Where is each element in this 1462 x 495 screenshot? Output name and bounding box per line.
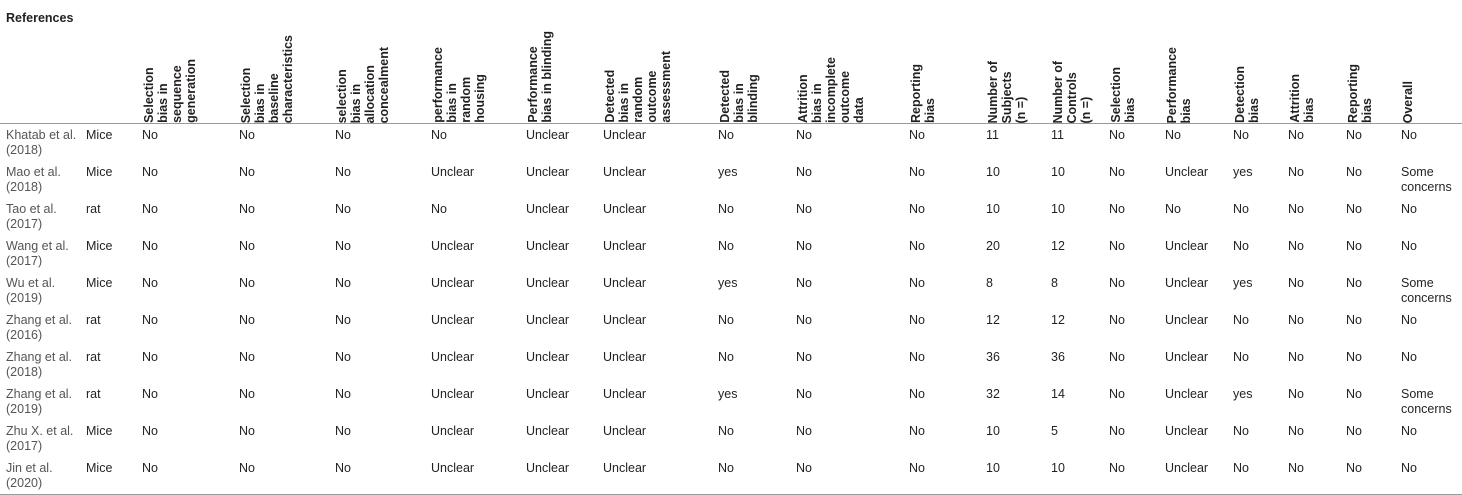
table-cell: yes <box>1233 165 1253 179</box>
header-references: References <box>0 0 86 124</box>
table-cell: No <box>239 457 335 495</box>
species-cell: Mice <box>86 424 113 438</box>
header-col-14: Detection bias <box>1233 0 1288 124</box>
table-cell: No <box>1109 165 1125 179</box>
table-row <box>0 346 1462 383</box>
reference-cell: Jin et al. (2020) <box>0 457 86 495</box>
reference-cell: Zhang et al. (2018) <box>6 350 73 379</box>
table-cell: Unclear <box>1165 457 1233 495</box>
table-cell: Unclear <box>526 387 570 401</box>
table-cell: Unclear <box>526 424 570 438</box>
table-cell: No <box>1109 457 1165 495</box>
table-cell: No <box>239 387 255 401</box>
table-cell: No <box>909 202 925 216</box>
table-cell: No <box>142 128 158 142</box>
table-cell: No <box>335 239 351 253</box>
table-cell: Unclear <box>1165 424 1209 438</box>
table-cell: No <box>909 457 986 495</box>
table-cell: No <box>1233 202 1249 216</box>
table-cell: yes <box>718 165 738 179</box>
table-cell: No <box>335 128 351 142</box>
table-cell: No <box>796 424 812 438</box>
table-cell: Unclear <box>526 350 570 364</box>
table-cell: 20 <box>986 239 1000 253</box>
table-cell: No <box>1346 128 1362 142</box>
table-cell: No <box>335 202 351 216</box>
table-cell: Unclear <box>431 165 475 179</box>
header-col-7: Detected bias in blinding <box>718 0 796 124</box>
table-cell: 10 <box>986 202 1000 216</box>
table-cell: Some concerns <box>1401 387 1452 416</box>
table-cell: No <box>239 276 255 290</box>
table-cell: No <box>796 350 812 364</box>
table-cell: No <box>1346 165 1362 179</box>
table-cell: Unclear <box>603 202 647 216</box>
table-cell: 10 <box>986 424 1000 438</box>
table-row <box>0 161 1462 198</box>
table-cell: No <box>1288 387 1304 401</box>
table-cell: No <box>1233 424 1249 438</box>
table-cell: No <box>1346 239 1362 253</box>
table-cell: No <box>796 165 812 179</box>
table-cell: No <box>1233 128 1249 142</box>
table-cell: No <box>335 424 351 438</box>
table-row <box>0 309 1462 346</box>
table-cell: No <box>1288 165 1304 179</box>
table-cell: 8 <box>1051 276 1058 290</box>
table-cell: Unclear <box>603 239 647 253</box>
table-cell: Unclear <box>1165 165 1209 179</box>
reference-cell: Zhang et al. (2016) <box>6 313 73 342</box>
table-cell: No <box>1346 313 1362 327</box>
table-cell: No <box>335 387 351 401</box>
reference-cell: Wu et al. (2019) <box>6 276 56 305</box>
table-cell: No <box>239 165 255 179</box>
table-cell: No <box>1233 313 1249 327</box>
table-row <box>0 420 1462 457</box>
table-cell: No <box>1109 313 1125 327</box>
header-col-4: performance bias in random housing <box>431 0 526 124</box>
table-cell: No <box>718 313 734 327</box>
table-cell: No <box>1401 202 1417 216</box>
species-cell: Mice <box>86 457 142 495</box>
header-col-3: selection bias in allocation concealment <box>335 0 431 124</box>
table-cell: 8 <box>986 276 993 290</box>
table-cell: No <box>239 128 255 142</box>
table-cell: Unclear <box>431 424 475 438</box>
species-cell: rat <box>86 387 101 401</box>
table-cell: yes <box>718 276 738 290</box>
reference-cell: Khatab et al. (2018) <box>6 128 77 157</box>
table-cell: No <box>335 165 351 179</box>
table-cell: No <box>718 424 734 438</box>
table-cell: Unclear <box>526 165 570 179</box>
table-cell: No <box>1346 424 1362 438</box>
table-cell: No <box>142 165 158 179</box>
reference-cell: Zhang et al. (2019) <box>6 387 73 416</box>
table-cell: 10 <box>986 457 1051 495</box>
table-cell: No <box>909 313 925 327</box>
table-cell: No <box>1346 202 1362 216</box>
header-col-1: Selection bias in sequence generation <box>142 0 239 124</box>
table-cell: 32 <box>986 387 1000 401</box>
table-row <box>0 124 1462 162</box>
table-cell: No <box>796 202 812 216</box>
table-cell: No <box>909 424 925 438</box>
reference-cell: Tao et al. (2017) <box>6 202 57 231</box>
table-cell: No <box>1346 457 1401 495</box>
header-col-15: Attrition bias <box>1288 0 1346 124</box>
header-species <box>86 0 142 124</box>
header-col-6: Detected bias in random outcome assessment <box>603 0 718 124</box>
table-cell: No <box>1109 202 1125 216</box>
table-cell: Unclear <box>431 276 475 290</box>
table-cell: 10 <box>986 165 1000 179</box>
table-cell: No <box>1401 128 1417 142</box>
table-cell: No <box>1288 239 1304 253</box>
table-cell: No <box>796 276 812 290</box>
table-cell: No <box>796 457 909 495</box>
table-cell: 14 <box>1051 387 1065 401</box>
table-cell: No <box>1165 128 1181 142</box>
table-row <box>0 272 1462 309</box>
table-cell: Some concerns <box>1401 165 1452 194</box>
table-cell: Unclear <box>526 457 603 495</box>
table-cell: No <box>335 313 351 327</box>
table-cell: yes <box>1233 276 1253 290</box>
table-cell: No <box>142 239 158 253</box>
table-cell: Unclear <box>1165 387 1209 401</box>
reference-cell: Wang et al. (2017) <box>6 239 69 268</box>
table-cell: No <box>718 202 734 216</box>
table-cell: No <box>718 457 796 495</box>
table-cell: 11 <box>986 128 999 142</box>
table-cell: 36 <box>986 350 1000 364</box>
table-cell: No <box>796 313 812 327</box>
table-cell: No <box>1346 350 1362 364</box>
species-cell: rat <box>86 202 101 216</box>
species-cell: Mice <box>86 165 113 179</box>
table-cell: Unclear <box>603 350 647 364</box>
table-cell: No <box>718 239 734 253</box>
table-cell: 11 <box>1051 128 1064 142</box>
header-col-11: Number of Controls (n =) <box>1051 0 1109 124</box>
header-col-8: Attrition bias in incomplete outcome data <box>796 0 909 124</box>
table-row <box>0 198 1462 235</box>
table-cell: No <box>1401 313 1417 327</box>
table-row <box>0 457 1462 495</box>
table-cell: No <box>335 457 431 495</box>
table-cell: Unclear <box>526 313 570 327</box>
table-cell: No <box>335 276 351 290</box>
table-cell: No <box>1346 276 1362 290</box>
table-cell: No <box>431 202 447 216</box>
table-cell: No <box>1346 387 1362 401</box>
header-col-2: Selection bias in baseline characteristics <box>239 0 335 124</box>
table-cell: Unclear <box>603 387 647 401</box>
table-cell: No <box>909 276 925 290</box>
table-cell: No <box>909 350 925 364</box>
table-cell: 10 <box>1051 202 1065 216</box>
table-cell: No <box>335 350 351 364</box>
table-cell: No <box>796 239 812 253</box>
table-cell: No <box>909 239 925 253</box>
table-cell: No <box>142 350 158 364</box>
table-cell: 12 <box>986 313 1000 327</box>
table-cell: No <box>142 387 158 401</box>
table-cell: No <box>1288 276 1304 290</box>
table-cell: 12 <box>1051 313 1065 327</box>
table-cell: No <box>142 202 158 216</box>
table-cell: No <box>718 350 734 364</box>
table-cell: Unclear <box>1165 239 1209 253</box>
table-cell: Unclear <box>1165 350 1209 364</box>
table-cell: Unclear <box>603 165 647 179</box>
table-cell: No <box>1109 276 1125 290</box>
header-col-13: Performance bias <box>1165 0 1233 124</box>
table-cell: No <box>239 239 255 253</box>
table-cell: Unclear <box>431 387 475 401</box>
table-cell: Unclear <box>431 457 526 495</box>
species-cell: Mice <box>86 128 113 142</box>
table-cell: No <box>239 424 255 438</box>
table-cell: No <box>1109 128 1125 142</box>
table-cell: Unclear <box>526 202 570 216</box>
table-cell: Unclear <box>526 128 570 142</box>
table-cell: No <box>1401 424 1417 438</box>
table-cell: No <box>1233 350 1249 364</box>
table-cell: Unclear <box>431 350 475 364</box>
table-cell: No <box>1288 424 1304 438</box>
table-cell: No <box>1109 424 1125 438</box>
header-col-17: Overall <box>1401 0 1462 124</box>
header-col-5: Performance bias in blinding <box>526 0 603 124</box>
header-col-10: Number of Subjects (n =) <box>986 0 1051 124</box>
header-col-12: Selection bias <box>1109 0 1165 124</box>
table-cell: Unclear <box>603 128 647 142</box>
table-cell: No <box>239 202 255 216</box>
table-cell: No <box>796 128 812 142</box>
table-row <box>0 235 1462 272</box>
table-cell: No <box>142 276 158 290</box>
table-cell: No <box>1401 457 1462 495</box>
table-cell: Unclear <box>1165 276 1209 290</box>
table-cell: No <box>1401 350 1417 364</box>
header-row <box>0 0 1462 124</box>
table-cell: No <box>1233 457 1288 495</box>
table-cell: 36 <box>1051 350 1065 364</box>
header-col-9: Reporting bias <box>909 0 986 124</box>
table-cell: No <box>1401 239 1417 253</box>
table-cell: No <box>909 128 925 142</box>
table-cell: Unclear <box>526 276 570 290</box>
table-cell: yes <box>1233 387 1253 401</box>
table-cell: 10 <box>1051 165 1065 179</box>
table-cell: Unclear <box>431 313 475 327</box>
reference-cell: Zhu X. et al. (2017) <box>6 424 74 453</box>
table-cell: No <box>796 387 812 401</box>
table-cell: No <box>142 457 239 495</box>
table-cell: No <box>239 350 255 364</box>
table-cell: No <box>1288 128 1304 142</box>
table-cell: No <box>1165 202 1181 216</box>
table-cell: 10 <box>1051 457 1109 495</box>
header-col-16: Reporting bias <box>1346 0 1401 124</box>
table-cell: Unclear <box>603 276 647 290</box>
table-cell: No <box>909 387 925 401</box>
table-cell: No <box>1288 350 1304 364</box>
table-cell: No <box>1288 202 1304 216</box>
table-row <box>0 383 1462 420</box>
table-cell: Unclear <box>526 239 570 253</box>
table-cell: No <box>1288 313 1304 327</box>
table-cell: Unclear <box>1165 313 1209 327</box>
table-cell: No <box>1233 239 1249 253</box>
table-cell: Unclear <box>603 457 718 495</box>
table-cell: 5 <box>1051 424 1058 438</box>
table-cell: No <box>142 313 158 327</box>
table-body <box>0 124 1462 495</box>
table-cell: Unclear <box>603 424 647 438</box>
table-cell: No <box>239 313 255 327</box>
table-cell: No <box>431 128 447 142</box>
table-cell: No <box>1109 387 1125 401</box>
reference-cell: Mao et al. (2018) <box>6 165 61 194</box>
species-cell: rat <box>86 313 101 327</box>
table-cell: Some concerns <box>1401 276 1452 305</box>
table-cell: No <box>718 128 734 142</box>
species-cell: Mice <box>86 276 113 290</box>
table-cell: 12 <box>1051 239 1065 253</box>
table-cell: No <box>909 165 925 179</box>
table-cell: No <box>1109 239 1125 253</box>
table-cell: No <box>1288 457 1346 495</box>
table-cell: No <box>142 424 158 438</box>
table-cell: Unclear <box>431 239 475 253</box>
species-cell: Mice <box>86 239 113 253</box>
species-cell: rat <box>86 350 101 364</box>
table-cell: Unclear <box>603 313 647 327</box>
table-cell: No <box>1109 350 1125 364</box>
table-cell: yes <box>718 387 738 401</box>
